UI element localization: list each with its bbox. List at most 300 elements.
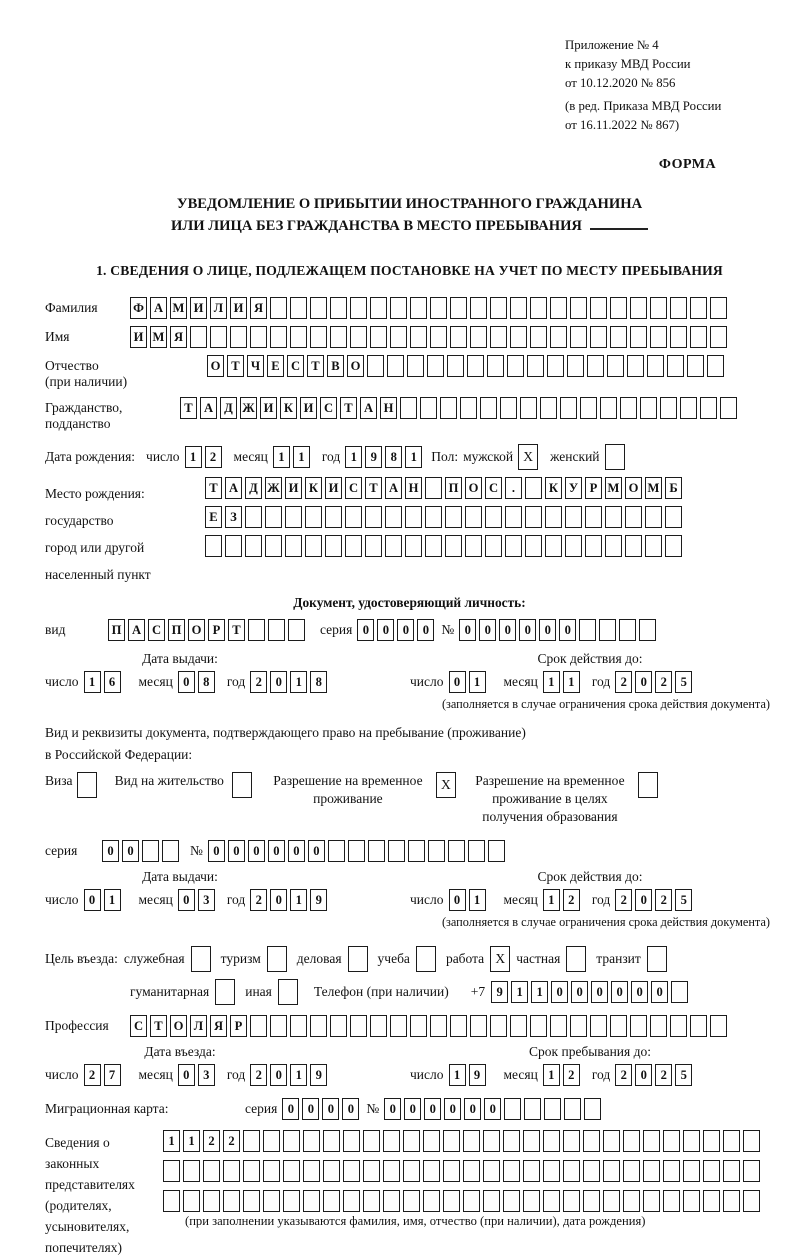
- char-cell[interactable]: 1: [511, 981, 528, 1003]
- char-cell[interactable]: П: [445, 477, 462, 499]
- char-cell[interactable]: [263, 1160, 280, 1182]
- char-cell[interactable]: [500, 397, 517, 419]
- char-cell[interactable]: М: [605, 477, 622, 499]
- char-cell[interactable]: [667, 355, 684, 377]
- char-cell[interactable]: И: [230, 297, 247, 319]
- char-cell[interactable]: 1: [405, 446, 422, 468]
- char-cell[interactable]: [243, 1160, 260, 1182]
- char-cell[interactable]: 0: [417, 619, 434, 641]
- char-cell[interactable]: 9: [310, 889, 327, 911]
- char-cell[interactable]: 0: [342, 1098, 359, 1120]
- char-cell[interactable]: С: [130, 1015, 147, 1037]
- char-cell[interactable]: [488, 840, 505, 862]
- char-cell[interactable]: [385, 535, 402, 557]
- char-cell[interactable]: [423, 1160, 440, 1182]
- char-cell[interactable]: [627, 355, 644, 377]
- char-cell[interactable]: [643, 1190, 660, 1212]
- char-cell[interactable]: [683, 1130, 700, 1152]
- char-cell[interactable]: [650, 326, 667, 348]
- char-cell[interactable]: [564, 1098, 581, 1120]
- char-cell[interactable]: [363, 1160, 380, 1182]
- char-cell[interactable]: [590, 297, 607, 319]
- char-cell[interactable]: [448, 840, 465, 862]
- char-cell[interactable]: 9: [469, 1064, 486, 1086]
- char-cell[interactable]: [428, 840, 445, 862]
- char-cell[interactable]: [343, 1130, 360, 1152]
- residence-permit-checkbox[interactable]: [232, 772, 252, 798]
- char-cell[interactable]: [248, 619, 265, 641]
- char-cell[interactable]: [263, 1190, 280, 1212]
- char-cell[interactable]: 3: [198, 1064, 215, 1086]
- char-cell[interactable]: С: [287, 355, 304, 377]
- char-cell[interactable]: И: [300, 397, 317, 419]
- char-cell[interactable]: [527, 355, 544, 377]
- char-cell[interactable]: О: [207, 355, 224, 377]
- char-cell[interactable]: [543, 1130, 560, 1152]
- char-cell[interactable]: [390, 1015, 407, 1037]
- char-cell[interactable]: А: [150, 297, 167, 319]
- char-cell[interactable]: [503, 1160, 520, 1182]
- char-cell[interactable]: [400, 397, 417, 419]
- char-cell[interactable]: [203, 1160, 220, 1182]
- char-cell[interactable]: [630, 326, 647, 348]
- char-cell[interactable]: [162, 840, 179, 862]
- char-cell[interactable]: 0: [499, 619, 516, 641]
- char-cell[interactable]: [470, 1015, 487, 1037]
- char-cell[interactable]: [563, 1190, 580, 1212]
- char-cell[interactable]: [545, 535, 562, 557]
- char-cell[interactable]: 1: [84, 671, 101, 693]
- char-cell[interactable]: [345, 535, 362, 557]
- char-cell[interactable]: Т: [228, 619, 245, 641]
- char-cell[interactable]: [490, 1015, 507, 1037]
- char-cell[interactable]: [443, 1130, 460, 1152]
- char-cell[interactable]: [700, 397, 717, 419]
- char-cell[interactable]: 0: [449, 671, 466, 693]
- char-cell[interactable]: Я: [250, 297, 267, 319]
- char-cell[interactable]: 0: [539, 619, 556, 641]
- char-cell[interactable]: И: [130, 326, 147, 348]
- char-cell[interactable]: И: [285, 477, 302, 499]
- char-cell[interactable]: [543, 1160, 560, 1182]
- char-cell[interactable]: [523, 1130, 540, 1152]
- char-cell[interactable]: [283, 1130, 300, 1152]
- char-cell[interactable]: 1: [449, 1064, 466, 1086]
- char-cell[interactable]: [423, 1130, 440, 1152]
- char-cell[interactable]: [205, 535, 222, 557]
- char-cell[interactable]: [468, 840, 485, 862]
- char-cell[interactable]: [483, 1190, 500, 1212]
- char-cell[interactable]: Д: [245, 477, 262, 499]
- char-cell[interactable]: Я: [210, 1015, 227, 1037]
- char-cell[interactable]: [407, 355, 424, 377]
- char-cell[interactable]: [670, 1015, 687, 1037]
- char-cell[interactable]: [510, 297, 527, 319]
- char-cell[interactable]: [583, 1160, 600, 1182]
- char-cell[interactable]: [463, 1190, 480, 1212]
- char-cell[interactable]: [283, 1160, 300, 1182]
- char-cell[interactable]: [290, 1015, 307, 1037]
- char-cell[interactable]: С: [148, 619, 165, 641]
- char-cell[interactable]: 0: [591, 981, 608, 1003]
- char-cell[interactable]: [480, 397, 497, 419]
- char-cell[interactable]: [643, 1160, 660, 1182]
- char-cell[interactable]: [660, 397, 677, 419]
- char-cell[interactable]: 0: [635, 671, 652, 693]
- char-cell[interactable]: [410, 326, 427, 348]
- char-cell[interactable]: [425, 535, 442, 557]
- char-cell[interactable]: А: [128, 619, 145, 641]
- char-cell[interactable]: Я: [170, 326, 187, 348]
- char-cell[interactable]: [363, 1130, 380, 1152]
- char-cell[interactable]: 2: [655, 889, 672, 911]
- char-cell[interactable]: [463, 1160, 480, 1182]
- char-cell[interactable]: [683, 1160, 700, 1182]
- char-cell[interactable]: С: [345, 477, 362, 499]
- char-cell[interactable]: [328, 840, 345, 862]
- char-cell[interactable]: [345, 506, 362, 528]
- char-cell[interactable]: П: [108, 619, 125, 641]
- char-cell[interactable]: 0: [178, 671, 195, 693]
- char-cell[interactable]: 2: [203, 1130, 220, 1152]
- char-cell[interactable]: [630, 1015, 647, 1037]
- char-cell[interactable]: [743, 1190, 760, 1212]
- purpose-official-checkbox[interactable]: [191, 946, 211, 972]
- char-cell[interactable]: [723, 1160, 740, 1182]
- char-cell[interactable]: 0: [102, 840, 119, 862]
- char-cell[interactable]: [465, 535, 482, 557]
- char-cell[interactable]: 2: [84, 1064, 101, 1086]
- char-cell[interactable]: 6: [104, 671, 121, 693]
- char-cell[interactable]: 0: [270, 671, 287, 693]
- char-cell[interactable]: 3: [198, 889, 215, 911]
- char-cell[interactable]: [390, 297, 407, 319]
- char-cell[interactable]: [710, 326, 727, 348]
- char-cell[interactable]: [580, 397, 597, 419]
- char-cell[interactable]: 1: [104, 889, 121, 911]
- char-cell[interactable]: 1: [469, 889, 486, 911]
- char-cell[interactable]: [599, 619, 616, 641]
- char-cell[interactable]: [223, 1190, 240, 1212]
- char-cell[interactable]: [450, 1015, 467, 1037]
- char-cell[interactable]: [620, 397, 637, 419]
- char-cell[interactable]: [370, 297, 387, 319]
- char-cell[interactable]: [323, 1130, 340, 1152]
- char-cell[interactable]: [570, 297, 587, 319]
- char-cell[interactable]: [427, 355, 444, 377]
- char-cell[interactable]: [550, 1015, 567, 1037]
- char-cell[interactable]: [570, 1015, 587, 1037]
- char-cell[interactable]: [365, 535, 382, 557]
- char-cell[interactable]: 7: [104, 1064, 121, 1086]
- char-cell[interactable]: [683, 1190, 700, 1212]
- char-cell[interactable]: Е: [267, 355, 284, 377]
- char-cell[interactable]: [547, 355, 564, 377]
- char-cell[interactable]: [225, 535, 242, 557]
- char-cell[interactable]: [703, 1130, 720, 1152]
- char-cell[interactable]: [490, 297, 507, 319]
- char-cell[interactable]: [410, 297, 427, 319]
- char-cell[interactable]: 0: [519, 619, 536, 641]
- char-cell[interactable]: [600, 397, 617, 419]
- char-cell[interactable]: [190, 326, 207, 348]
- char-cell[interactable]: 0: [635, 889, 652, 911]
- char-cell[interactable]: Н: [405, 477, 422, 499]
- char-cell[interactable]: [607, 355, 624, 377]
- char-cell[interactable]: 0: [444, 1098, 461, 1120]
- char-cell[interactable]: [443, 1190, 460, 1212]
- char-cell[interactable]: [163, 1190, 180, 1212]
- char-cell[interactable]: [625, 506, 642, 528]
- char-cell[interactable]: [245, 535, 262, 557]
- char-cell[interactable]: [263, 1130, 280, 1152]
- char-cell[interactable]: Б: [665, 477, 682, 499]
- purpose-tourism-checkbox[interactable]: [267, 946, 287, 972]
- char-cell[interactable]: [687, 355, 704, 377]
- char-cell[interactable]: Р: [208, 619, 225, 641]
- purpose-work-checkbox[interactable]: X: [490, 946, 510, 972]
- char-cell[interactable]: [443, 1160, 460, 1182]
- char-cell[interactable]: [447, 355, 464, 377]
- char-cell[interactable]: [703, 1190, 720, 1212]
- char-cell[interactable]: [720, 397, 737, 419]
- char-cell[interactable]: 2: [250, 889, 267, 911]
- char-cell[interactable]: [290, 326, 307, 348]
- char-cell[interactable]: [665, 506, 682, 528]
- char-cell[interactable]: [305, 506, 322, 528]
- char-cell[interactable]: [503, 1190, 520, 1212]
- char-cell[interactable]: [142, 840, 159, 862]
- char-cell[interactable]: 2: [205, 446, 222, 468]
- char-cell[interactable]: 0: [302, 1098, 319, 1120]
- purpose-humanitarian-checkbox[interactable]: [215, 979, 235, 1005]
- char-cell[interactable]: [243, 1190, 260, 1212]
- char-cell[interactable]: 9: [491, 981, 508, 1003]
- char-cell[interactable]: [550, 326, 567, 348]
- char-cell[interactable]: П: [168, 619, 185, 641]
- char-cell[interactable]: [584, 1098, 601, 1120]
- char-cell[interactable]: О: [170, 1015, 187, 1037]
- char-cell[interactable]: [210, 326, 227, 348]
- char-cell[interactable]: [505, 506, 522, 528]
- char-cell[interactable]: [487, 355, 504, 377]
- char-cell[interactable]: Т: [150, 1015, 167, 1037]
- char-cell[interactable]: И: [190, 297, 207, 319]
- char-cell[interactable]: [470, 326, 487, 348]
- char-cell[interactable]: [420, 397, 437, 419]
- char-cell[interactable]: С: [320, 397, 337, 419]
- char-cell[interactable]: [385, 506, 402, 528]
- char-cell[interactable]: [325, 506, 342, 528]
- char-cell[interactable]: [370, 1015, 387, 1037]
- char-cell[interactable]: 2: [615, 1064, 632, 1086]
- char-cell[interactable]: 0: [404, 1098, 421, 1120]
- char-cell[interactable]: 0: [449, 889, 466, 911]
- char-cell[interactable]: [450, 326, 467, 348]
- char-cell[interactable]: [323, 1160, 340, 1182]
- char-cell[interactable]: [610, 1015, 627, 1037]
- visa-checkbox[interactable]: [77, 772, 97, 798]
- char-cell[interactable]: [268, 619, 285, 641]
- char-cell[interactable]: [288, 619, 305, 641]
- char-cell[interactable]: [650, 297, 667, 319]
- char-cell[interactable]: [467, 355, 484, 377]
- char-cell[interactable]: 0: [571, 981, 588, 1003]
- char-cell[interactable]: 0: [551, 981, 568, 1003]
- char-cell[interactable]: [330, 297, 347, 319]
- char-cell[interactable]: [485, 506, 502, 528]
- char-cell[interactable]: [440, 397, 457, 419]
- char-cell[interactable]: [285, 535, 302, 557]
- char-cell[interactable]: [250, 1015, 267, 1037]
- char-cell[interactable]: [470, 297, 487, 319]
- char-cell[interactable]: [383, 1190, 400, 1212]
- char-cell[interactable]: [630, 297, 647, 319]
- char-cell[interactable]: Д: [220, 397, 237, 419]
- char-cell[interactable]: 1: [183, 1130, 200, 1152]
- char-cell[interactable]: [325, 535, 342, 557]
- char-cell[interactable]: [507, 355, 524, 377]
- sex-male-checkbox[interactable]: X: [518, 444, 538, 470]
- char-cell[interactable]: Е: [205, 506, 222, 528]
- char-cell[interactable]: [707, 355, 724, 377]
- char-cell[interactable]: 5: [675, 1064, 692, 1086]
- char-cell[interactable]: 0: [270, 1064, 287, 1086]
- char-cell[interactable]: Т: [205, 477, 222, 499]
- char-cell[interactable]: [303, 1130, 320, 1152]
- char-cell[interactable]: [405, 535, 422, 557]
- char-cell[interactable]: 2: [223, 1130, 240, 1152]
- char-cell[interactable]: [163, 1160, 180, 1182]
- char-cell[interactable]: 1: [185, 446, 202, 468]
- char-cell[interactable]: [305, 535, 322, 557]
- char-cell[interactable]: [390, 326, 407, 348]
- char-cell[interactable]: [640, 397, 657, 419]
- char-cell[interactable]: 0: [559, 619, 576, 641]
- purpose-study-checkbox[interactable]: [416, 946, 436, 972]
- char-cell[interactable]: [560, 397, 577, 419]
- char-cell[interactable]: Т: [307, 355, 324, 377]
- char-cell[interactable]: [603, 1190, 620, 1212]
- char-cell[interactable]: [510, 326, 527, 348]
- char-cell[interactable]: 1: [273, 446, 290, 468]
- char-cell[interactable]: [323, 1190, 340, 1212]
- char-cell[interactable]: 1: [290, 671, 307, 693]
- char-cell[interactable]: [579, 619, 596, 641]
- char-cell[interactable]: [690, 1015, 707, 1037]
- char-cell[interactable]: 5: [675, 889, 692, 911]
- char-cell[interactable]: [430, 1015, 447, 1037]
- char-cell[interactable]: [465, 506, 482, 528]
- char-cell[interactable]: [645, 535, 662, 557]
- char-cell[interactable]: [283, 1190, 300, 1212]
- char-cell[interactable]: У: [565, 477, 582, 499]
- char-cell[interactable]: 0: [631, 981, 648, 1003]
- char-cell[interactable]: [603, 1160, 620, 1182]
- char-cell[interactable]: 0: [479, 619, 496, 641]
- char-cell[interactable]: 0: [459, 619, 476, 641]
- char-cell[interactable]: [723, 1130, 740, 1152]
- char-cell[interactable]: 0: [424, 1098, 441, 1120]
- char-cell[interactable]: Ч: [247, 355, 264, 377]
- char-cell[interactable]: [483, 1160, 500, 1182]
- char-cell[interactable]: [430, 297, 447, 319]
- char-cell[interactable]: [348, 840, 365, 862]
- char-cell[interactable]: [383, 1160, 400, 1182]
- char-cell[interactable]: 0: [270, 889, 287, 911]
- char-cell[interactable]: 0: [484, 1098, 501, 1120]
- purpose-private-checkbox[interactable]: [566, 946, 586, 972]
- char-cell[interactable]: О: [465, 477, 482, 499]
- char-cell[interactable]: [590, 326, 607, 348]
- char-cell[interactable]: [530, 326, 547, 348]
- char-cell[interactable]: Т: [365, 477, 382, 499]
- char-cell[interactable]: 0: [208, 840, 225, 862]
- char-cell[interactable]: 0: [651, 981, 668, 1003]
- char-cell[interactable]: 0: [288, 840, 305, 862]
- char-cell[interactable]: [670, 326, 687, 348]
- char-cell[interactable]: [485, 535, 502, 557]
- char-cell[interactable]: 0: [635, 1064, 652, 1086]
- purpose-transit-checkbox[interactable]: [647, 946, 667, 972]
- char-cell[interactable]: [690, 326, 707, 348]
- char-cell[interactable]: [270, 297, 287, 319]
- char-cell[interactable]: [183, 1160, 200, 1182]
- char-cell[interactable]: [330, 1015, 347, 1037]
- char-cell[interactable]: 0: [464, 1098, 481, 1120]
- purpose-business-checkbox[interactable]: [348, 946, 368, 972]
- char-cell[interactable]: [710, 297, 727, 319]
- char-cell[interactable]: [570, 326, 587, 348]
- char-cell[interactable]: [245, 506, 262, 528]
- char-cell[interactable]: 8: [198, 671, 215, 693]
- char-cell[interactable]: [583, 1190, 600, 1212]
- char-cell[interactable]: [403, 1130, 420, 1152]
- char-cell[interactable]: [623, 1130, 640, 1152]
- char-cell[interactable]: В: [327, 355, 344, 377]
- char-cell[interactable]: [265, 535, 282, 557]
- char-cell[interactable]: 2: [655, 1064, 672, 1086]
- char-cell[interactable]: [605, 506, 622, 528]
- char-cell[interactable]: 1: [290, 1064, 307, 1086]
- char-cell[interactable]: [619, 619, 636, 641]
- char-cell[interactable]: 0: [178, 889, 195, 911]
- char-cell[interactable]: 2: [615, 671, 632, 693]
- char-cell[interactable]: 1: [543, 1064, 560, 1086]
- char-cell[interactable]: А: [385, 477, 402, 499]
- char-cell[interactable]: Т: [227, 355, 244, 377]
- char-cell[interactable]: [490, 326, 507, 348]
- char-cell[interactable]: [544, 1098, 561, 1120]
- char-cell[interactable]: 1: [290, 889, 307, 911]
- char-cell[interactable]: [540, 397, 557, 419]
- char-cell[interactable]: 0: [357, 619, 374, 641]
- char-cell[interactable]: [350, 1015, 367, 1037]
- char-cell[interactable]: [565, 506, 582, 528]
- char-cell[interactable]: [310, 297, 327, 319]
- char-cell[interactable]: [367, 355, 384, 377]
- char-cell[interactable]: [223, 1160, 240, 1182]
- char-cell[interactable]: [203, 1190, 220, 1212]
- char-cell[interactable]: [743, 1130, 760, 1152]
- char-cell[interactable]: [445, 535, 462, 557]
- char-cell[interactable]: 0: [178, 1064, 195, 1086]
- char-cell[interactable]: [370, 326, 387, 348]
- char-cell[interactable]: [363, 1190, 380, 1212]
- char-cell[interactable]: 0: [122, 840, 139, 862]
- char-cell[interactable]: [505, 535, 522, 557]
- char-cell[interactable]: 1: [163, 1130, 180, 1152]
